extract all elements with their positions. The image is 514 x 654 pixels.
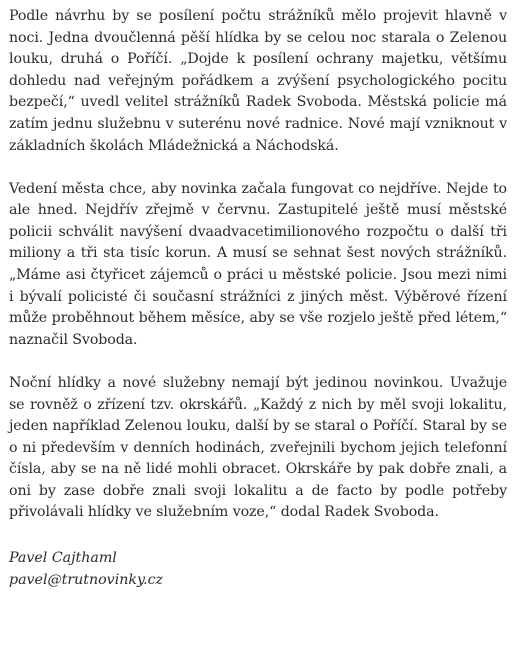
- article-paragraph-3: Noční hlídky a nové služebny nemají být jedinou novinkou. Uvažuje se rovněž o zřízení tzv. okrskářů. „Každý z nich by měl svoji lokalitu, jeden například Zelenou louku, další by se staral o Poříčí. Staral by se o ni především v denních hodinách, zveřejnili bychom jejich telefonní čísla, aby se na ně lidé mohli obracet. Okrskáře by pak dobře znali, a oni by zase dobře znali svoji lokalitu a de facto by podle potřeby přivolávali hlídky ve služebním voze,“ dodal Radek Svoboda.: [9, 374, 507, 521]
- author-name: Pavel Cajthaml: [9, 550, 117, 567]
- article-paragraph-2: Vedení města chce, aby novinka začala fungovat co nejdříve. Nejde to ale hned. Nejdřív zřejmě v červnu. Zastupitelé ještě musí městské policii schválit navýšení dvaadvacetimilionového rozpočtu o další tři miliony a tři sta tisíc korun. A musí se sehnat šest nových strážníků. „Máme asi čtyřicet zájemců o práci u městské policie. Jsou mezi nimi i bývalí policisté či současní strážníci z jiných měst. Výběrové řízení může proběhnout během měsíce, aby se vše rozjelo ještě před létem,“ naznačil Svoboda.: [9, 180, 507, 348]
- author-email: pavel@trutnovinky.cz: [9, 572, 164, 589]
- article-body: [9, 6, 507, 591]
- author-signature: [9, 547, 507, 591]
- article-paragraph-1: Podle návrhu by se posílení počtu strážníků mělo projevit hlavně v noci. Jedna dvoučlenná pěší hlídka by se celou noc starala o Zelenou louku, druhá o Poříčí. „Dojde k posílení ochrany majetku, většímu dohledu nad veřejným pořádkem a zvýšení psychologického pocitu bezpečí,“ uvedl velitel strážníků Radek Svoboda. Městská policie má zatím jednu služebnu v suterénu nové radnice. Nové mají vzniknout v základních školách Mládežnická a Náchodská.: [9, 8, 507, 154]
